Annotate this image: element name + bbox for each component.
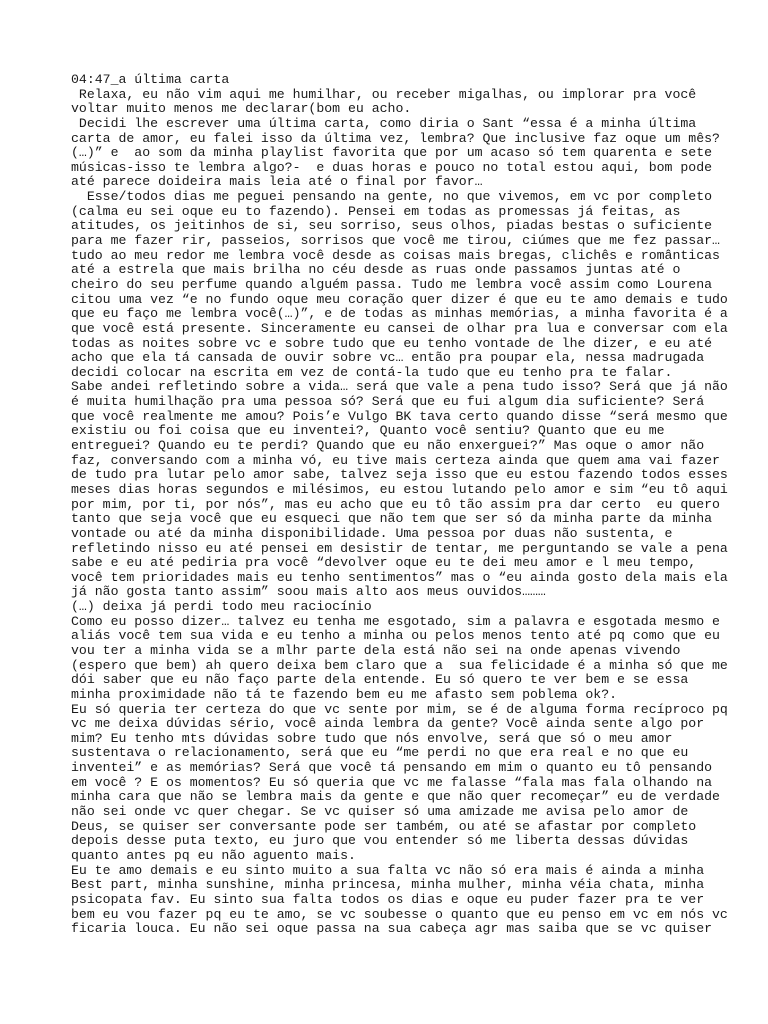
letter-line: citou uma vez “e no fundo oque meu coração quer dizer é que eu te amo demais e tudo (71, 291, 728, 307)
letter-line: tanto que seja você que eu esqueci que não tem que ser só da minha parte da minha (71, 511, 713, 527)
letter-body (71, 73, 731, 937)
letter-line: entreguei? Quando eu te perdi? Quando que eu não enxerguei?” Mas oque o amor não (71, 438, 705, 454)
letter-line: psicopata fav. Eu sinto sua falta todos os dias e oque eu puder fazer pra te ver (71, 891, 705, 907)
letter-line: Eu te amo demais e eu sinto muito a sua falta vc não só era mais é ainda a minha (71, 862, 705, 878)
letter-line: bem eu vou fazer pq eu te amo, se vc soubesse o quanto que eu penso em vc em nós vc (71, 906, 728, 922)
letter-line: (espero que bem) ah quero deixa bem claro que a sua felicidade é a minha só que me (71, 657, 728, 673)
letter-line: você tem prioridades mais eu tenho sentimentos” mas o “eu ainda gosto dela mais ela (71, 569, 728, 585)
letter-line: já não gosta tanto assim” soou mais alto aos meus ouvidos……… (71, 584, 546, 600)
letter-line: vc me deixa dúvidas sério, você ainda lembra da gente? Você ainda sente algo por (71, 716, 705, 732)
letter-line: para me fazer rir, passeios, sorrisos que você me tirou, ciúmes que me fez passar… (71, 233, 720, 249)
letter-line: Esse/todos dias me peguei pensando na gente, no que vivemos, em vc por completo (71, 189, 713, 205)
letter-line: (…)” e ao som da minha playlist favorita que por um acaso só tem quarenta e sete (71, 145, 713, 161)
letter-line: atitudes, os jeitinhos de si, seu sorriso, seus olhos, piadas bestas o suficiente (71, 218, 713, 234)
letter-line: minha proximidade não tá te fazendo bem eu me afasto sem poblema ok?. (71, 686, 618, 702)
letter-line: Relaxa, eu não vim aqui me humilhar, ou receber migalhas, ou implorar pra você (71, 86, 697, 102)
letter-line: Como eu posso dizer… talvez eu tenha me esgotado, sim a palavra e esgotada mesmo e (71, 613, 720, 629)
letter-line: cheiro do seu perfume quando alguém passa. Tudo me lembra você assim como Lourena (71, 276, 713, 292)
letter-line: músicas-isso te lembra algo?- e duas horas e pouco no total estou aqui, bom pode (71, 159, 713, 175)
letter-line: que você realmente me amou? Pois’e Vulgo BK tava certo quando disse “será mesmo que (71, 408, 728, 424)
letter-line: Sabe andei refletindo sobre a vida… será que vale a pena tudo isso? Será que já não (71, 379, 728, 395)
letter-line: carta de amor, eu falei isso da última vez, lembra? Que inclusive faz oque um mês? (71, 130, 720, 146)
letter-line: tudo ao meu redor me lembra você desde as coisas mais bregas, clichês e românticas (71, 247, 720, 263)
letter-line: vou ter a minha vida se a mlhr parte dela está não sei na onde apenas vivendo (71, 642, 681, 658)
letter-line: (…) deixa já perdi todo meu raciocínio (71, 599, 372, 615)
letter-line: refletindo nisso eu até pensei em desistir de tentar, me perguntando se vale a pena (71, 540, 728, 556)
letter-line: voltar muito menos me declarar(bom eu acho. (71, 101, 412, 117)
letter-line: é muita humilhação pra uma pessoa só? Será que eu fui algum dia suficiente? Será (71, 394, 705, 410)
letter-title: 04:47_a última carta (71, 72, 230, 87)
letter-line: depois desse puta texto, eu juro que vou entender só me liberta dessas dúvidas (71, 833, 689, 849)
letter-line: mim? Eu tenho mts dúvidas sobre tudo que nós envolve, será que só o meu amor (71, 730, 673, 746)
letter-line: sabe e eu até pediria pra você “devolver oque eu te dei meu amor e l meu tempo, (71, 555, 697, 571)
letter-line: (calma eu sei oque eu to fazendo). Pensei em todas as promessas já feitas, as (71, 203, 681, 219)
letter-line: quanto antes pq eu não aguento mais. (71, 847, 356, 863)
letter-line: não sei onde vc quer chegar. Se vc quiser só uma amizade me avisa pelo amor de (71, 804, 689, 820)
letter-line: que você está presente. Sinceramente eu cansei de olhar pra lua e conversar com ela (71, 320, 728, 336)
letter-line: dói saber que eu não faço parte dela entende. Eu só quero te ver bem e se essa (71, 672, 689, 688)
letter-line: decidi colocar na escrita em vez de contá-la tudo que eu tenho pra te falar. (71, 364, 673, 380)
letter-line: Decidi lhe escrever uma última carta, como diria o Sant “essa é a minha última (71, 115, 697, 131)
letter-line: todas as noites sobre vc e sobre tudo que eu tenho vontade de lhe dizer, e eu até (71, 335, 713, 351)
letter-line: por mim, por ti, por nós”, mas eu acho que eu tô tão assim pra dar certo eu quero (71, 496, 720, 512)
letter-line: que eu faço me lembra você(…)”, e de todas as minhas memórias, a minha favorita é a (71, 306, 728, 322)
letter-line: existiu ou foi coisa que eu inventei?, Quanto você sentiu? Quanto que eu me (71, 423, 665, 439)
letter-line: inventei” e as memórias? Será que você tá pensando em mim o quanto eu tô pensando (71, 760, 713, 776)
letter-line: até parece doideira mais leia até o final por favor… (71, 174, 483, 190)
letter-line: Best part, minha sunshine, minha princesa, minha mulher, minha véia chata, minha (71, 877, 705, 893)
letter-line: vontade ou até da minha disponibilidade. Uma pessoa por duas não sustenta, e (71, 525, 673, 541)
letter-line: minha cara que não se lembra mais da gente e que não quer recomeçar” eu de verdade (71, 789, 720, 805)
letter-line: de tudo pra lutar pelo amor sabe, talvez seja isso que eu estou fazendo todos esses (71, 467, 728, 483)
letter-line: acho que ela tá cansada de ouvir sobre vc… então pra poupar ela, nessa madrugada (71, 350, 705, 366)
letter-line: até a estrela que mais brilha no céu desde as ruas onde passamos juntas até o (71, 262, 681, 278)
letter-line: meses dias horas segundos e milésimos, eu estou lutando pelo amor e sim “eu tô aqui (71, 481, 728, 497)
letter-line: sustentava o relacionamento, será que eu “me perdi no que era real e no que eu (71, 745, 689, 761)
letter-line: em você ? E os momentos? Eu só queria que vc me falasse “fala mas fala olhando na (71, 774, 713, 790)
letter-line: ficaria louca. Eu não sei oque passa na sua cabeça agr mas saiba que se vc quiser (71, 921, 713, 937)
letter-line: Eu só queria ter certeza do que vc sente por mim, se é de alguma forma recíproco pq (71, 701, 728, 717)
letter-line: faz, conversando com a minha vó, eu tive mais certeza ainda que quem ama vai fazer (71, 452, 720, 468)
letter-line: Deus, se quiser ser conversante pode ser também, ou até se afastar por completo (71, 818, 697, 834)
letter-line: aliás você tem sua vida e eu tenho a minha ou pelos menos tento até pq como que eu (71, 628, 720, 644)
